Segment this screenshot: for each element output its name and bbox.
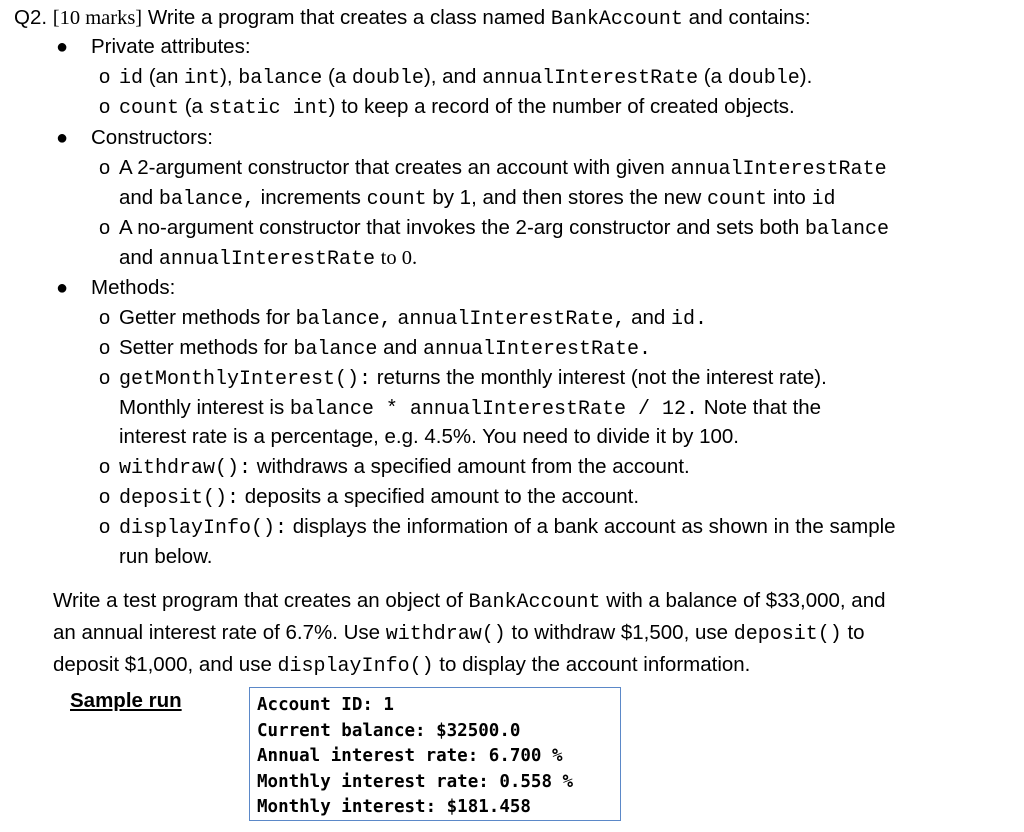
- output-line: Monthly interest: $181.458: [257, 797, 531, 817]
- method-display-info-line-1: displayInfo(): displays the information of a bank account as shown in the sample: [119, 515, 896, 540]
- question-label: Q2.: [14, 6, 48, 29]
- bullet-dot-icon: ●: [56, 127, 69, 149]
- class-name: BankAccount: [550, 8, 683, 31]
- question-heading: [14, 5, 811, 33]
- attr-line-2: count (a static int) to keep a record of the number of created objects.: [119, 95, 795, 120]
- sub-marker-icon: o: [99, 516, 111, 538]
- output-line: Current balance: $32500.0: [257, 720, 521, 741]
- sub-marker-icon: o: [99, 486, 111, 508]
- method-get-monthly-interest-line-3: interest rate is a percentage, e.g. 4.5%. You need to divide it by 100.: [119, 425, 739, 448]
- method-setters: Setter methods for balance and annualInterestRate.: [119, 336, 652, 361]
- question-intro-tail: and contains:: [688, 6, 811, 29]
- question-intro: Write a program that creates a class named: [147, 6, 546, 29]
- test-line-2: an annual interest rate of 6.7%. Use withdraw() to withdraw $1,500, use deposit() to: [53, 621, 865, 646]
- sub-marker-icon: o: [99, 96, 111, 118]
- sample-run-label: Sample run: [70, 689, 182, 712]
- sub-marker-icon: o: [99, 456, 111, 478]
- section-methods: Methods:: [91, 276, 176, 299]
- output-line: Annual interest rate: 6.700 %: [257, 746, 563, 766]
- sub-marker-icon: o: [99, 66, 111, 88]
- constructor-2-line-2: and annualInterestRate to 0.: [119, 246, 418, 271]
- constructor-1-line-1: A 2-argument constructor that creates an account with given annualInterestRate: [119, 156, 887, 181]
- sample-run-output: [249, 687, 621, 821]
- sub-marker-icon: o: [99, 157, 111, 179]
- test-line-1: Write a test program that creates an object of BankAccount with a balance of $33,000, and: [53, 589, 886, 614]
- method-display-info-line-2: run below.: [119, 545, 213, 568]
- output-line: Monthly interest rate: 0.558 %: [257, 771, 574, 792]
- question-marks: [10 marks]: [52, 7, 143, 29]
- sub-marker-icon: o: [99, 367, 111, 389]
- attr-line-1: id (an int), balance (a double), and annualInterestRate (a double).: [119, 65, 813, 90]
- output-line: Account ID: 1: [257, 695, 394, 715]
- method-withdraw: withdraw(): withdraws a specified amount from the account.: [119, 455, 690, 480]
- test-line-3: deposit $1,000, and use displayInfo() to display the account information.: [53, 653, 751, 678]
- method-get-monthly-interest-line-1: getMonthlyInterest(): returns the monthly interest (not the interest rate).: [119, 366, 827, 391]
- method-getters: Getter methods for balance, annualInterestRate, and id.: [119, 306, 708, 331]
- method-get-monthly-interest-line-2: Monthly interest is balance * annualInterestRate / 12. Note that the: [119, 396, 822, 421]
- sub-marker-icon: o: [99, 307, 111, 329]
- sub-marker-icon: o: [99, 217, 111, 239]
- sub-marker-icon: o: [99, 337, 111, 359]
- method-deposit: deposit(): deposits a specified amount to the account.: [119, 485, 640, 510]
- bullet-dot-icon: ●: [56, 36, 69, 58]
- constructor-2-line-1: A no-argument constructor that invokes the 2-arg constructor and sets both balance: [119, 216, 890, 241]
- section-private-attributes: Private attributes:: [91, 35, 251, 58]
- bullet-dot-icon: ●: [56, 277, 69, 299]
- constructor-1-line-2: and balance, increments count by 1, and then stores the new count into id: [119, 186, 836, 211]
- section-constructors: Constructors:: [91, 126, 213, 149]
